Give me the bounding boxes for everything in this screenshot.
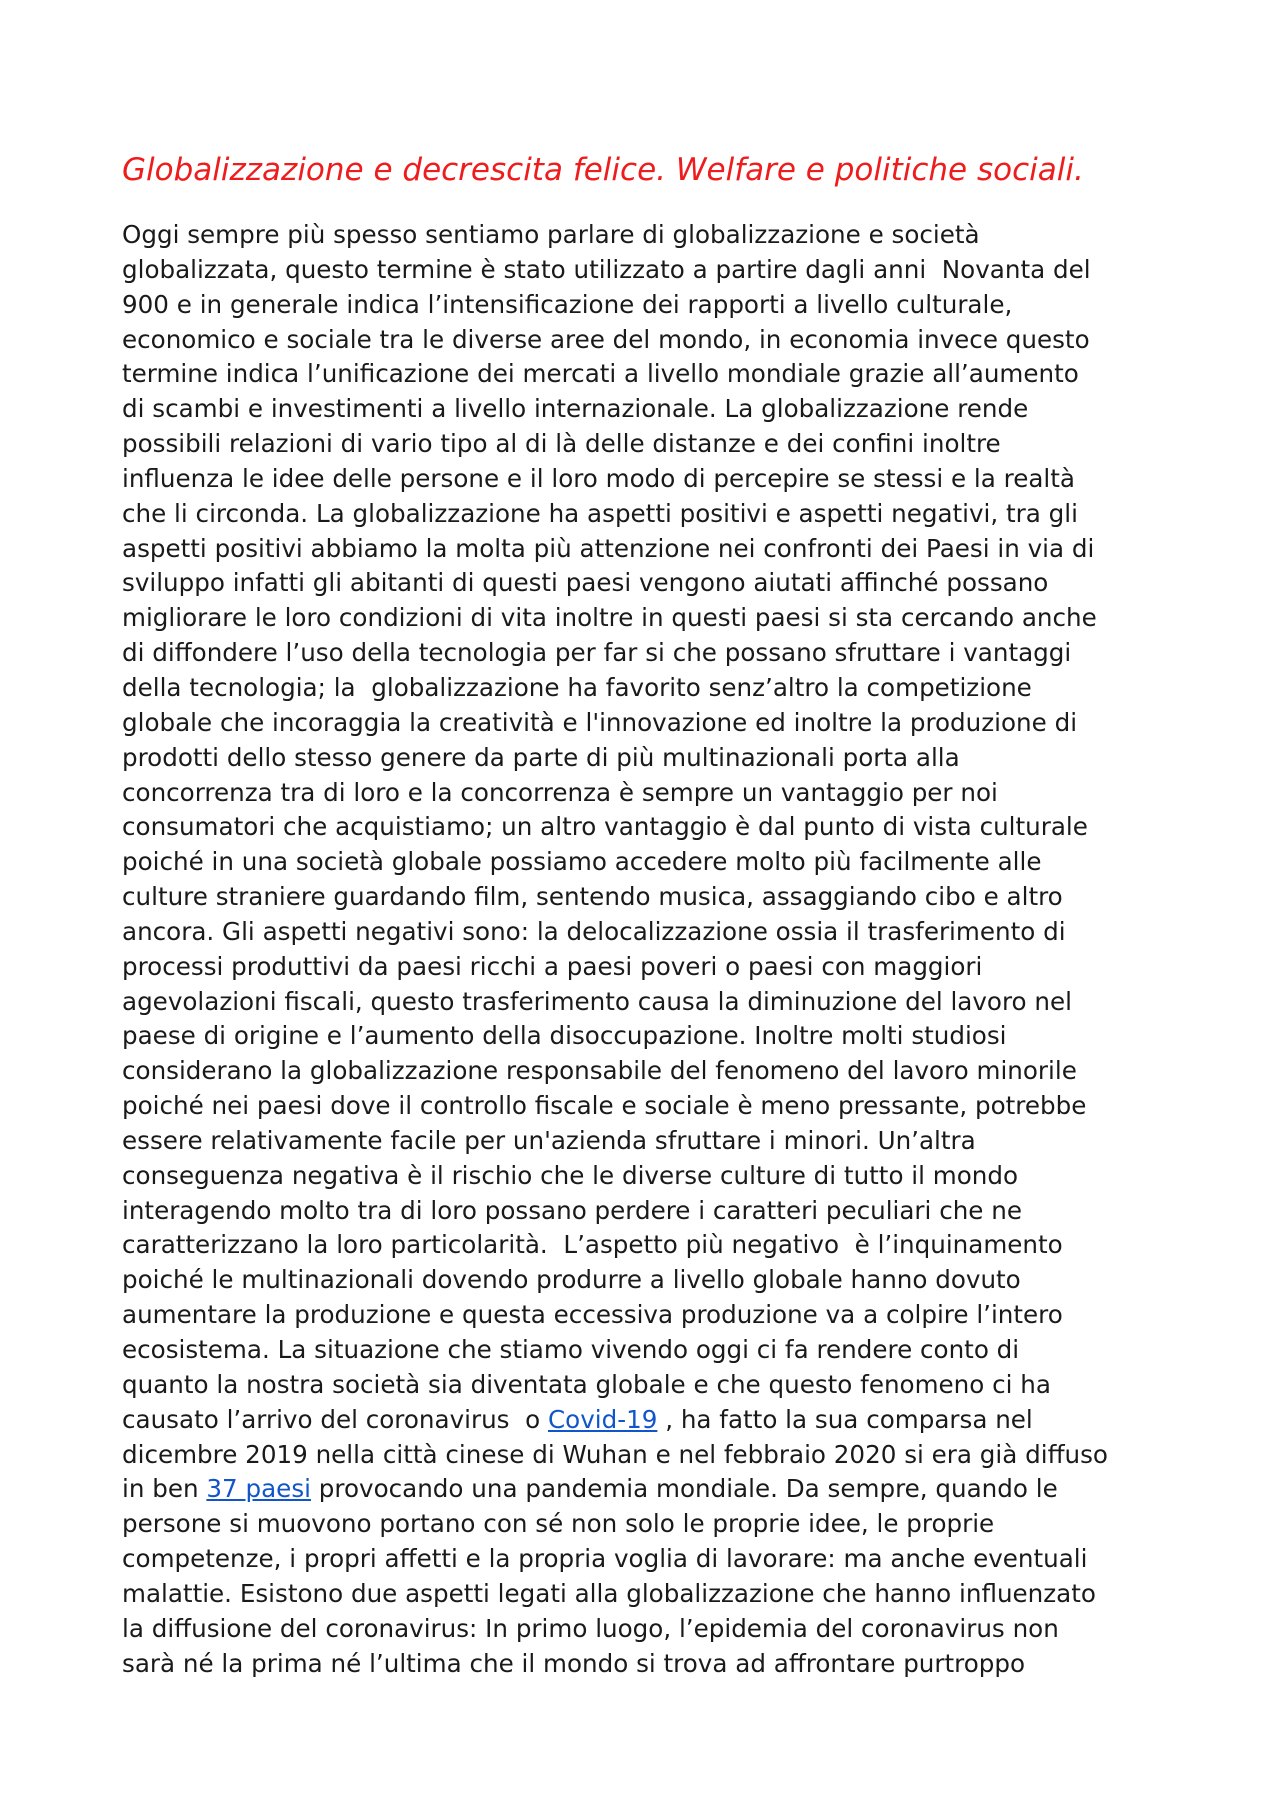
text-line-covid — [122, 1403, 1222, 1438]
text-line: agevolazioni fiscali, questo trasferimento causa la diminuzione del lavoro nel — [122, 986, 1072, 1016]
text-line: essere relativamente facile per un'azienda sfruttare i minori. Un’altra — [122, 1125, 976, 1155]
text-line: caratterizzano la loro particolarità. L’aspetto più negativo è l’inquinamento — [122, 1230, 1063, 1260]
document-body — [122, 218, 1222, 1681]
paesi-line-before: in ben — [122, 1474, 207, 1504]
covid-line-before: causato l’arrivo del coronavirus o — [122, 1404, 548, 1434]
text-line: influenza le idee delle persone e il loro modo di percepire se stessi e la realtà — [122, 463, 1075, 493]
text-line: competenze, i propri affetti e la propria voglia di lavorare: ma anche eventuali — [122, 1544, 1088, 1574]
text-line: persone si muovono portano con sé non solo le proprie idee, le proprie — [122, 1509, 995, 1539]
text-line: aspetti positivi abbiamo la molta più attenzione nei confronti dei Paesi in via di — [122, 533, 1095, 563]
paesi-line-after: provocando una pandemia mondiale. Da sempre, quando le — [310, 1474, 1058, 1504]
text-line: sviluppo infatti gli abitanti di questi paesi vengono aiutati affinché possano — [122, 568, 1049, 598]
text-line: sarà né la prima né l’ultima che il mondo si trova ad affrontare purtroppo — [122, 1648, 1026, 1678]
covid-line-after: , ha fatto la sua comparsa nel — [657, 1404, 1033, 1434]
text-line: concorrenza tra di loro e la concorrenza è sempre un vantaggio per noi — [122, 777, 998, 807]
text-line: termine indica l’unificazione dei mercati a livello mondiale grazie all’aumento — [122, 359, 1079, 389]
paragraph-lines-b — [122, 1507, 1222, 1681]
text-line: di diffondere l’uso della tecnologia per far si che possano sfruttare i vantaggi — [122, 638, 1072, 668]
text-line: di scambi e investimenti a livello internazionale. La globalizzazione rende — [122, 394, 1029, 424]
document-title: Globalizzazione e decrescita felice. Welfare e politiche sociali. — [122, 152, 1084, 188]
text-line-paesi — [122, 1472, 1222, 1507]
text-line: poiché le multinazionali dovendo produrre a livello globale hanno dovuto — [122, 1265, 1021, 1295]
text-line: 900 e in generale indica l’intensificazione dei rapporti a livello culturale, — [122, 289, 1013, 319]
text-line: migliorare le loro condizioni di vita inoltre in questi paesi si sta cercando anche — [122, 603, 1097, 633]
covid-19-link[interactable]: Covid-19 — [547, 1404, 658, 1434]
text-line: ecosistema. La situazione che stiamo vivendo oggi ci fa rendere conto di — [122, 1335, 1020, 1364]
paragraph-lines-a — [122, 218, 1222, 1403]
text-line: quanto la nostra società sia diventata globale e che questo fenomeno ci ha — [122, 1369, 1051, 1399]
text-line: processi produttivi da paesi ricchi a paesi poveri o paesi con maggiori — [122, 951, 983, 981]
text-line: consumatori che acquistiamo; un altro vantaggio è dal punto di vista culturale — [122, 812, 1088, 842]
text-line: ancora. Gli aspetti negativi sono: la delocalizzazione ossia il trasferimento di — [122, 916, 1066, 946]
text-line: globalizzata, questo termine è stato utilizzato a partire dagli anni Novanta del — [122, 254, 1091, 284]
text-line: considerano la globalizzazione responsabile del fenomeno del lavoro minorile — [122, 1056, 1077, 1086]
text-line: la diffusione del coronavirus: In primo luogo, l’epidemia del coronavirus non — [122, 1613, 1059, 1643]
text-line: economico e sociale tra le diverse aree del mondo, in economia invece questo — [122, 324, 1090, 354]
text-line: conseguenza negativa è il rischio che le diverse culture di tutto il mondo — [122, 1160, 1019, 1190]
text-line: possibili relazioni di vario tipo al di là delle distanze e dei confini inoltre — [122, 429, 1001, 459]
text-line: interagendo molto tra di loro possano perdere i caratteri peculiari che ne — [122, 1195, 1022, 1225]
37-paesi-link[interactable]: 37 paesi — [206, 1474, 311, 1504]
text-line: che li circonda. La globalizzazione ha aspetti positivi e aspetti negativi, tra gli — [122, 498, 1078, 528]
text-line: poiché in una società globale possiamo accedere molto più facilmente alle — [122, 847, 1042, 877]
text-line: prodotti dello stesso genere da parte di più multinazionali porta alla — [122, 742, 960, 772]
text-line: aumentare la produzione e questa eccessiva produzione va a colpire l’intero — [122, 1300, 1063, 1330]
text-line: malattie. Esistono due aspetti legati alla globalizzazione che hanno influenzato — [122, 1578, 1096, 1608]
text-line: paese di origine e l’aumento della disoccupazione. Inoltre molti studiosi — [122, 1021, 1007, 1051]
text-line-wuhan: dicembre 2019 nella città cinese di Wuhan e nel febbraio 2020 si era già diffuso — [122, 1439, 1108, 1469]
text-line: poiché nei paesi dove il controllo fiscale e sociale è meno pressante, potrebbe — [122, 1091, 1087, 1121]
text-line: Oggi sempre più spesso sentiamo parlare di globalizzazione e società — [122, 220, 980, 249]
text-line: globale che incoraggia la creatività e l'innovazione ed inoltre la produzione di — [122, 707, 1078, 737]
text-line: della tecnologia; la globalizzazione ha favorito senz’altro la competizione — [122, 672, 1032, 702]
text-line: culture straniere guardando film, sentendo musica, assaggiando cibo e altro — [122, 882, 1063, 912]
